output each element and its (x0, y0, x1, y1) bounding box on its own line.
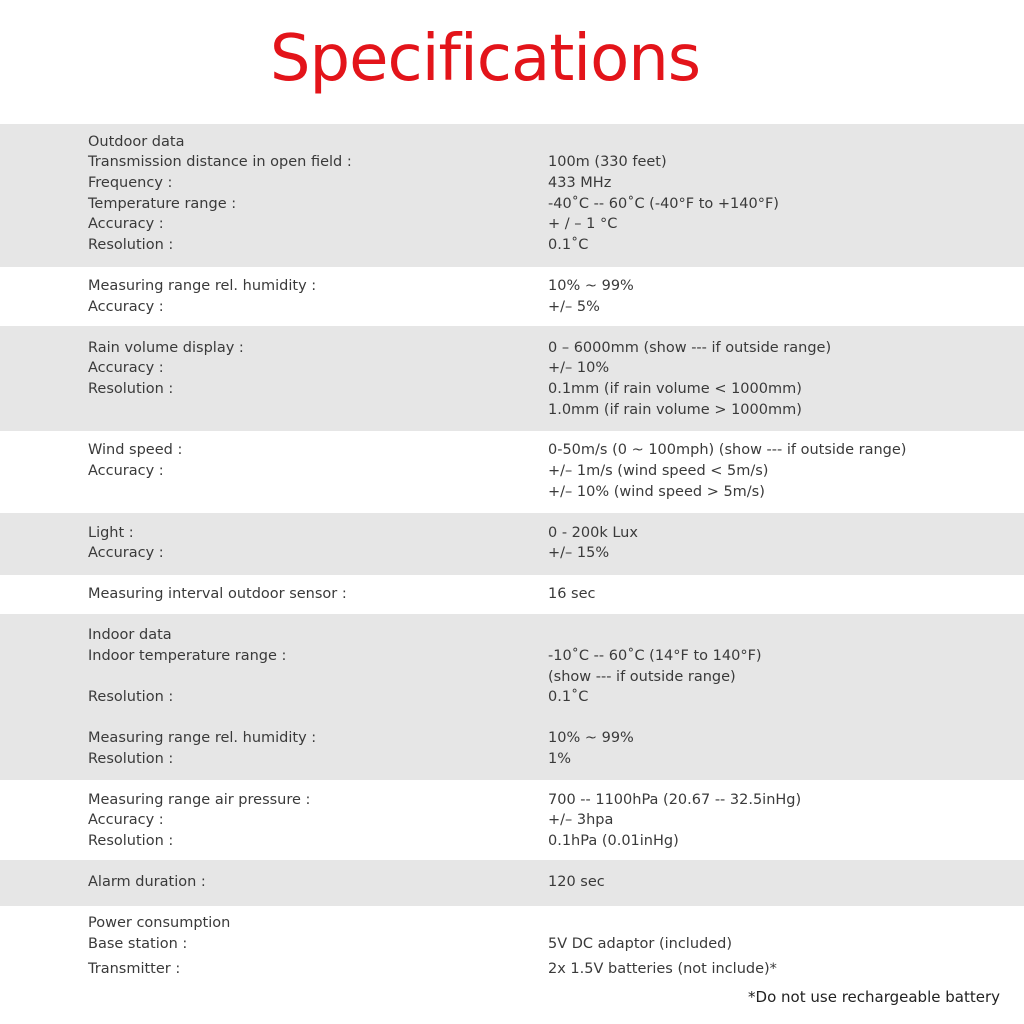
spec-row (0, 400, 1024, 421)
spec-label: Measuring range rel. humidity : (88, 278, 317, 294)
spec-row (0, 728, 1024, 749)
spec-row (0, 235, 1024, 256)
spec-row (0, 790, 1024, 811)
spec-value: +/– 3hpa (548, 812, 614, 828)
spec-value: +/– 10% (548, 360, 610, 376)
spec-value: 10% ~ 99% (548, 278, 634, 294)
spec-row (0, 461, 1024, 482)
spec-label: Accuracy : (88, 216, 164, 232)
spec-label: Measuring range air pressure : (88, 792, 311, 808)
spec-row (0, 646, 1024, 667)
spec-value: 5V DC adaptor (included) (548, 936, 733, 952)
spec-row (0, 214, 1024, 235)
spec-label: Accuracy : (88, 360, 164, 376)
spec-value: 16 sec (548, 586, 596, 602)
spec-value: 0 - 200k Lux (548, 525, 638, 541)
spec-label: Indoor temperature range : (88, 648, 287, 664)
spec-label: Base station : (88, 936, 188, 952)
spec-value: +/– 1m/s (wind speed < 5m/s) (548, 463, 769, 479)
spec-value: 0 – 6000mm (show --- if outside range) (548, 340, 832, 356)
spec-value: 433 MHz (548, 175, 612, 191)
spec-row (0, 194, 1024, 215)
spec-value: + / – 1 °C (548, 216, 618, 232)
spec-value: 1% (548, 751, 572, 767)
spec-value: 10% ~ 99% (548, 730, 634, 746)
spec-value: 120 sec (548, 874, 605, 890)
spec-row (0, 482, 1024, 503)
spec-label: Light : (88, 525, 134, 541)
spec-row (0, 810, 1024, 831)
spec-row (0, 379, 1024, 400)
spec-label: Transmitter : (88, 961, 181, 977)
spec-label: Power consumption (88, 915, 231, 931)
spec-label: Frequency : (88, 175, 173, 191)
spec-label: Rain volume display : (88, 340, 244, 356)
spec-label: Transmission distance in open field : (88, 154, 352, 170)
spec-value: -40˚C -- 60˚C (-40°F to +140°F) (548, 196, 779, 212)
spec-row (0, 297, 1024, 318)
spec-value: +/– 15% (548, 545, 610, 561)
spec-label: Accuracy : (88, 299, 164, 315)
spec-value: -10˚C -- 60˚C (14°F to 140°F) (548, 648, 762, 664)
spec-label: Resolution : (88, 751, 174, 767)
spec-row (0, 913, 1024, 934)
spec-row (0, 173, 1024, 194)
spec-value: 0.1˚C (548, 237, 589, 253)
spec-value: +/– 5% (548, 299, 600, 315)
spec-value: (show --- if outside range) (548, 669, 736, 685)
spec-label: Measuring range rel. humidity : (88, 730, 317, 746)
spec-label: Resolution : (88, 833, 174, 849)
spec-row (0, 543, 1024, 564)
spec-label: Indoor data (88, 627, 172, 643)
spec-row (0, 934, 1024, 955)
spec-label: Resolution : (88, 381, 174, 397)
footnote: *Do not use rechargeable battery (748, 988, 1000, 1006)
spec-label: Outdoor data (88, 134, 185, 150)
spec-label: Wind speed : (88, 442, 183, 458)
spec-value: 2x 1.5V batteries (not include)* (548, 961, 777, 977)
spec-row (0, 749, 1024, 770)
spec-label: Accuracy : (88, 545, 164, 561)
page-title: Specifications (269, 22, 701, 96)
spec-row (0, 152, 1024, 173)
spec-label: Accuracy : (88, 812, 164, 828)
spec-row (0, 440, 1024, 461)
spec-value: 0-50m/s (0 ~ 100mph) (show --- if outside range) (548, 442, 907, 458)
spec-label: Temperature range : (88, 196, 237, 212)
spec-value: 0.1mm (if rain volume < 1000mm) (548, 381, 802, 397)
spec-value: +/– 10% (wind speed > 5m/s) (548, 484, 765, 500)
spec-row (0, 872, 1024, 893)
spec-row (0, 708, 1024, 729)
spec-row (0, 831, 1024, 852)
spec-row (0, 584, 1024, 605)
spec-label: Measuring interval outdoor sensor : (88, 586, 347, 602)
spec-label: Resolution : (88, 237, 174, 253)
spec-row (0, 959, 1024, 980)
spec-row (0, 338, 1024, 359)
spec-value: 0.1hPa (0.01inHg) (548, 833, 679, 849)
spec-value: 0.1˚C (548, 689, 589, 705)
spec-label: Resolution : (88, 689, 174, 705)
spec-row (0, 625, 1024, 646)
spec-value: 100m (330 feet) (548, 154, 667, 170)
spec-value: 700 -- 1100hPa (20.67 -- 32.5inHg) (548, 792, 802, 808)
spec-row (0, 132, 1024, 153)
spec-label: Alarm duration : (88, 874, 206, 890)
spec-label: Accuracy : (88, 463, 164, 479)
spec-row (0, 667, 1024, 688)
spec-row (0, 276, 1024, 297)
spec-row (0, 687, 1024, 708)
spec-row (0, 523, 1024, 544)
spec-row (0, 358, 1024, 379)
spec-value: 1.0mm (if rain volume > 1000mm) (548, 402, 802, 418)
